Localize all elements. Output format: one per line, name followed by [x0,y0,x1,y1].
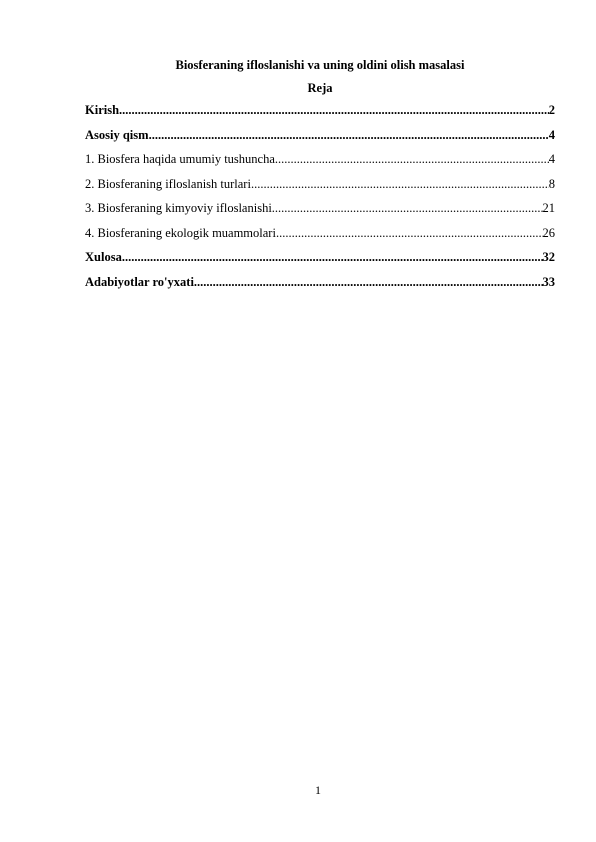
toc-leader-dots [119,103,549,118]
toc-leader-dots [122,250,543,265]
toc-entry-page: 4 [548,127,555,142]
toc-entry-page: 8 [548,176,555,191]
toc-entry-section-2 [85,177,555,202]
toc-entry-page: 21 [542,201,555,215]
toc-leader-dots [251,177,549,192]
toc-leader-dots [276,226,543,241]
toc-entry-label: Adabiyotlar ro'yxati [85,274,194,289]
toc-entry-page: 33 [542,274,555,289]
toc-entry-xulosa [85,250,555,275]
toc-leader-dots [272,201,543,216]
toc-entry-asosiy-qism [85,128,555,153]
toc-entry-page: 32 [542,250,555,264]
toc-entry-label: 4. Biosferaning ekologik muammolari [85,225,276,240]
toc-entry-section-3 [85,201,555,226]
toc-entry-label: 1. Biosfera haqida umumiy tushuncha [85,152,275,166]
toc-entry-adabiyotlar [85,275,555,300]
plan-heading: Reja [307,81,333,95]
toc-entry-label: Kirish [85,103,120,117]
toc-entry-section-1 [85,152,555,177]
toc-leader-dots [149,128,549,143]
table-of-contents [85,103,555,299]
toc-entry-section-4 [85,226,555,251]
toc-entry-label: Asosiy qism [85,127,149,142]
toc-entry-label: 2. Biosferaning ifloslanish turlari [85,176,251,191]
toc-entry-label: Xulosa [85,250,122,264]
toc-leader-dots [194,275,543,290]
document-title: Biosferaning ifloslanishi va uning oldini olish masalasi [175,58,465,72]
toc-leader-dots [275,152,549,167]
page-number: 1 [315,783,321,797]
toc-entry-kirish [85,103,555,128]
toc-entry-page: 26 [542,225,555,240]
toc-entry-page: 4 [548,152,555,166]
toc-entry-page: 2 [548,103,555,117]
toc-entry-label: 3. Biosferaning kimyoviy ifloslanishi [85,201,272,215]
